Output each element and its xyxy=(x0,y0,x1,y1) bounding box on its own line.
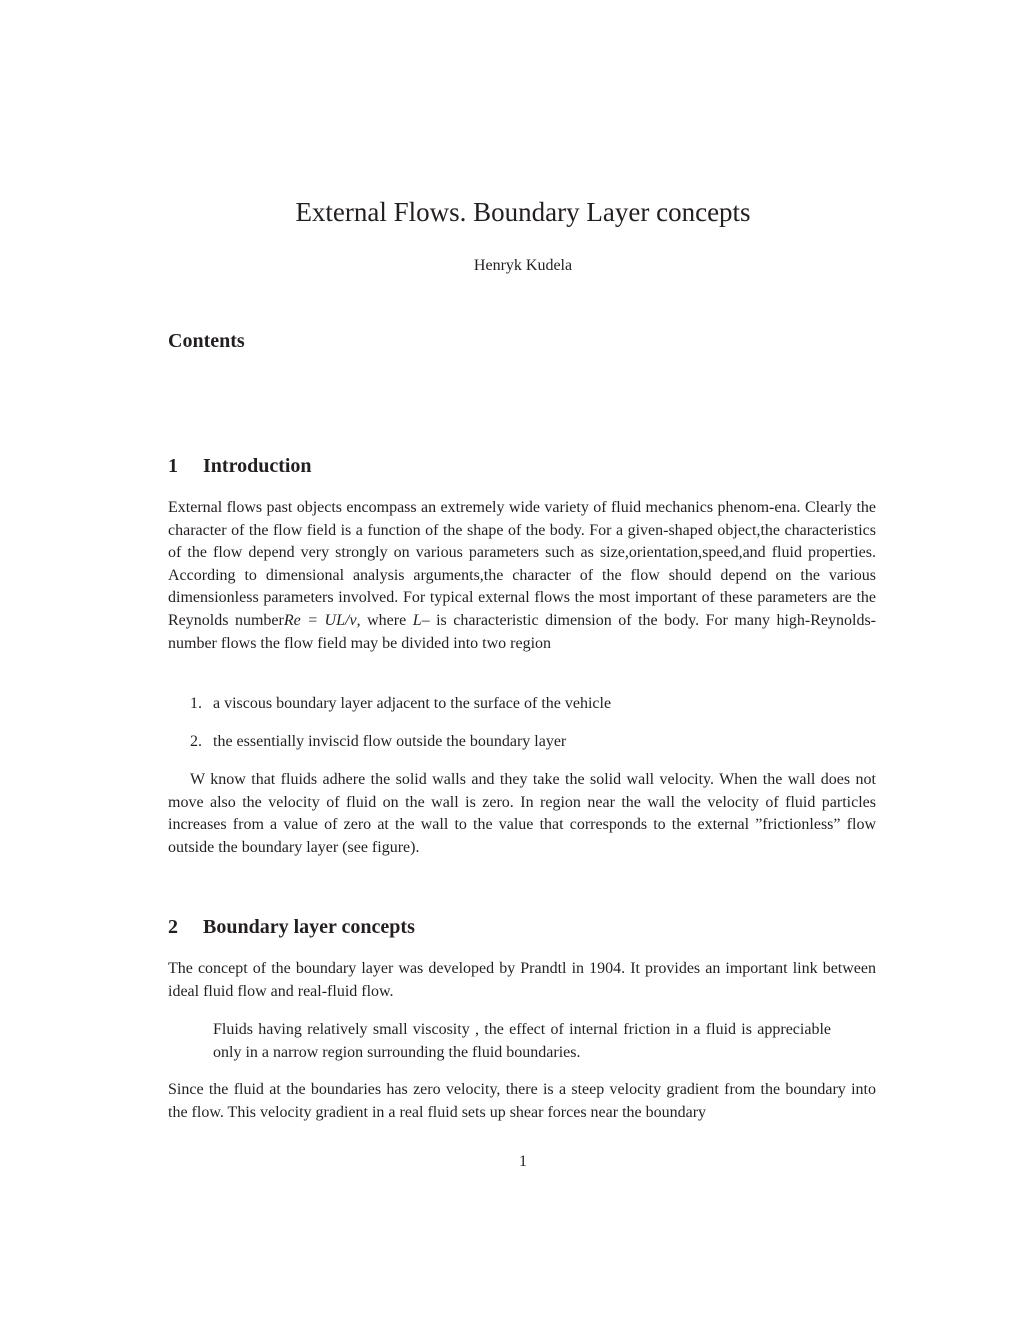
section-title: Boundary layer concepts xyxy=(203,916,415,938)
paper-title: External Flows. Boundary Layer concepts xyxy=(295,197,751,227)
intro-paragraph-1 xyxy=(168,497,876,655)
list-item xyxy=(190,731,566,753)
text: – is characteristic dimension of the body. For many high-Reynolds-number flows the flow field may be divided into two region xyxy=(168,611,877,652)
list-number: 1. xyxy=(190,695,202,712)
list-text: a viscous boundary layer adjacent to the surface of the vehicle xyxy=(213,695,612,712)
text: , where xyxy=(356,611,413,629)
author: Henryk Kudela xyxy=(473,257,573,274)
boundary-paragraph-1: The concept of the boundary layer was developed by Prandtl in 1904. It provides an important link between ideal fluid flow and real-fluid flow. xyxy=(168,960,876,1000)
quote-block: Fluids having relatively small viscosity , the effect of internal friction in a fluid is appreciable only in a narrow region surrounding the fluid boundaries. xyxy=(213,1021,831,1061)
boundary-paragraph-2: Since the fluid at the boundaries has zero velocity, there is a steep velocity gradient from the boundary into the flow. This velocity gradient in a real fluid sets up shear forces near the boundary xyxy=(168,1081,876,1121)
section-number: 1 xyxy=(168,455,178,477)
var-L: L xyxy=(412,611,422,629)
page-number: 1 xyxy=(519,1153,527,1170)
intro-paragraph-2: W know that fluids adhere the solid walls and they take the solid wall velocity. When the wall does not move also the velocity of fluid on the wall is zero. In region near the wall the velocity of fluid particles increases from a value of zero at the wall to the value that corresponds to the external ”frictionless” flow outside the boundary layer (see figure). xyxy=(168,771,876,856)
list-item xyxy=(190,693,611,715)
section-title: Introduction xyxy=(203,455,312,477)
section-heading-boundary-layer xyxy=(168,914,415,940)
section-heading-introduction xyxy=(168,453,312,479)
list-text: the essentially inviscid flow outside the boundary layer xyxy=(213,733,567,750)
text: External flows past objects encompass an extremely wide variety of fluid mechanics phenom-ena. Clearly the character of the flow field is a function of the shape of the body. For a given-shaped object,the characteristics of the flow depend very strongly on various parameters such as size,orientation,speed,and fluid properties. According to dimensional analysis arguments,the character of the flow should depend on the various dimensionless parameters involved. For typical external flows the most important of these parameters are the Reynolds number xyxy=(168,499,876,629)
reynolds-formula: Re = UL/ν xyxy=(283,611,357,629)
section-number: 2 xyxy=(168,916,178,938)
contents-heading: Contents xyxy=(168,330,245,352)
list-number: 2. xyxy=(190,733,202,750)
